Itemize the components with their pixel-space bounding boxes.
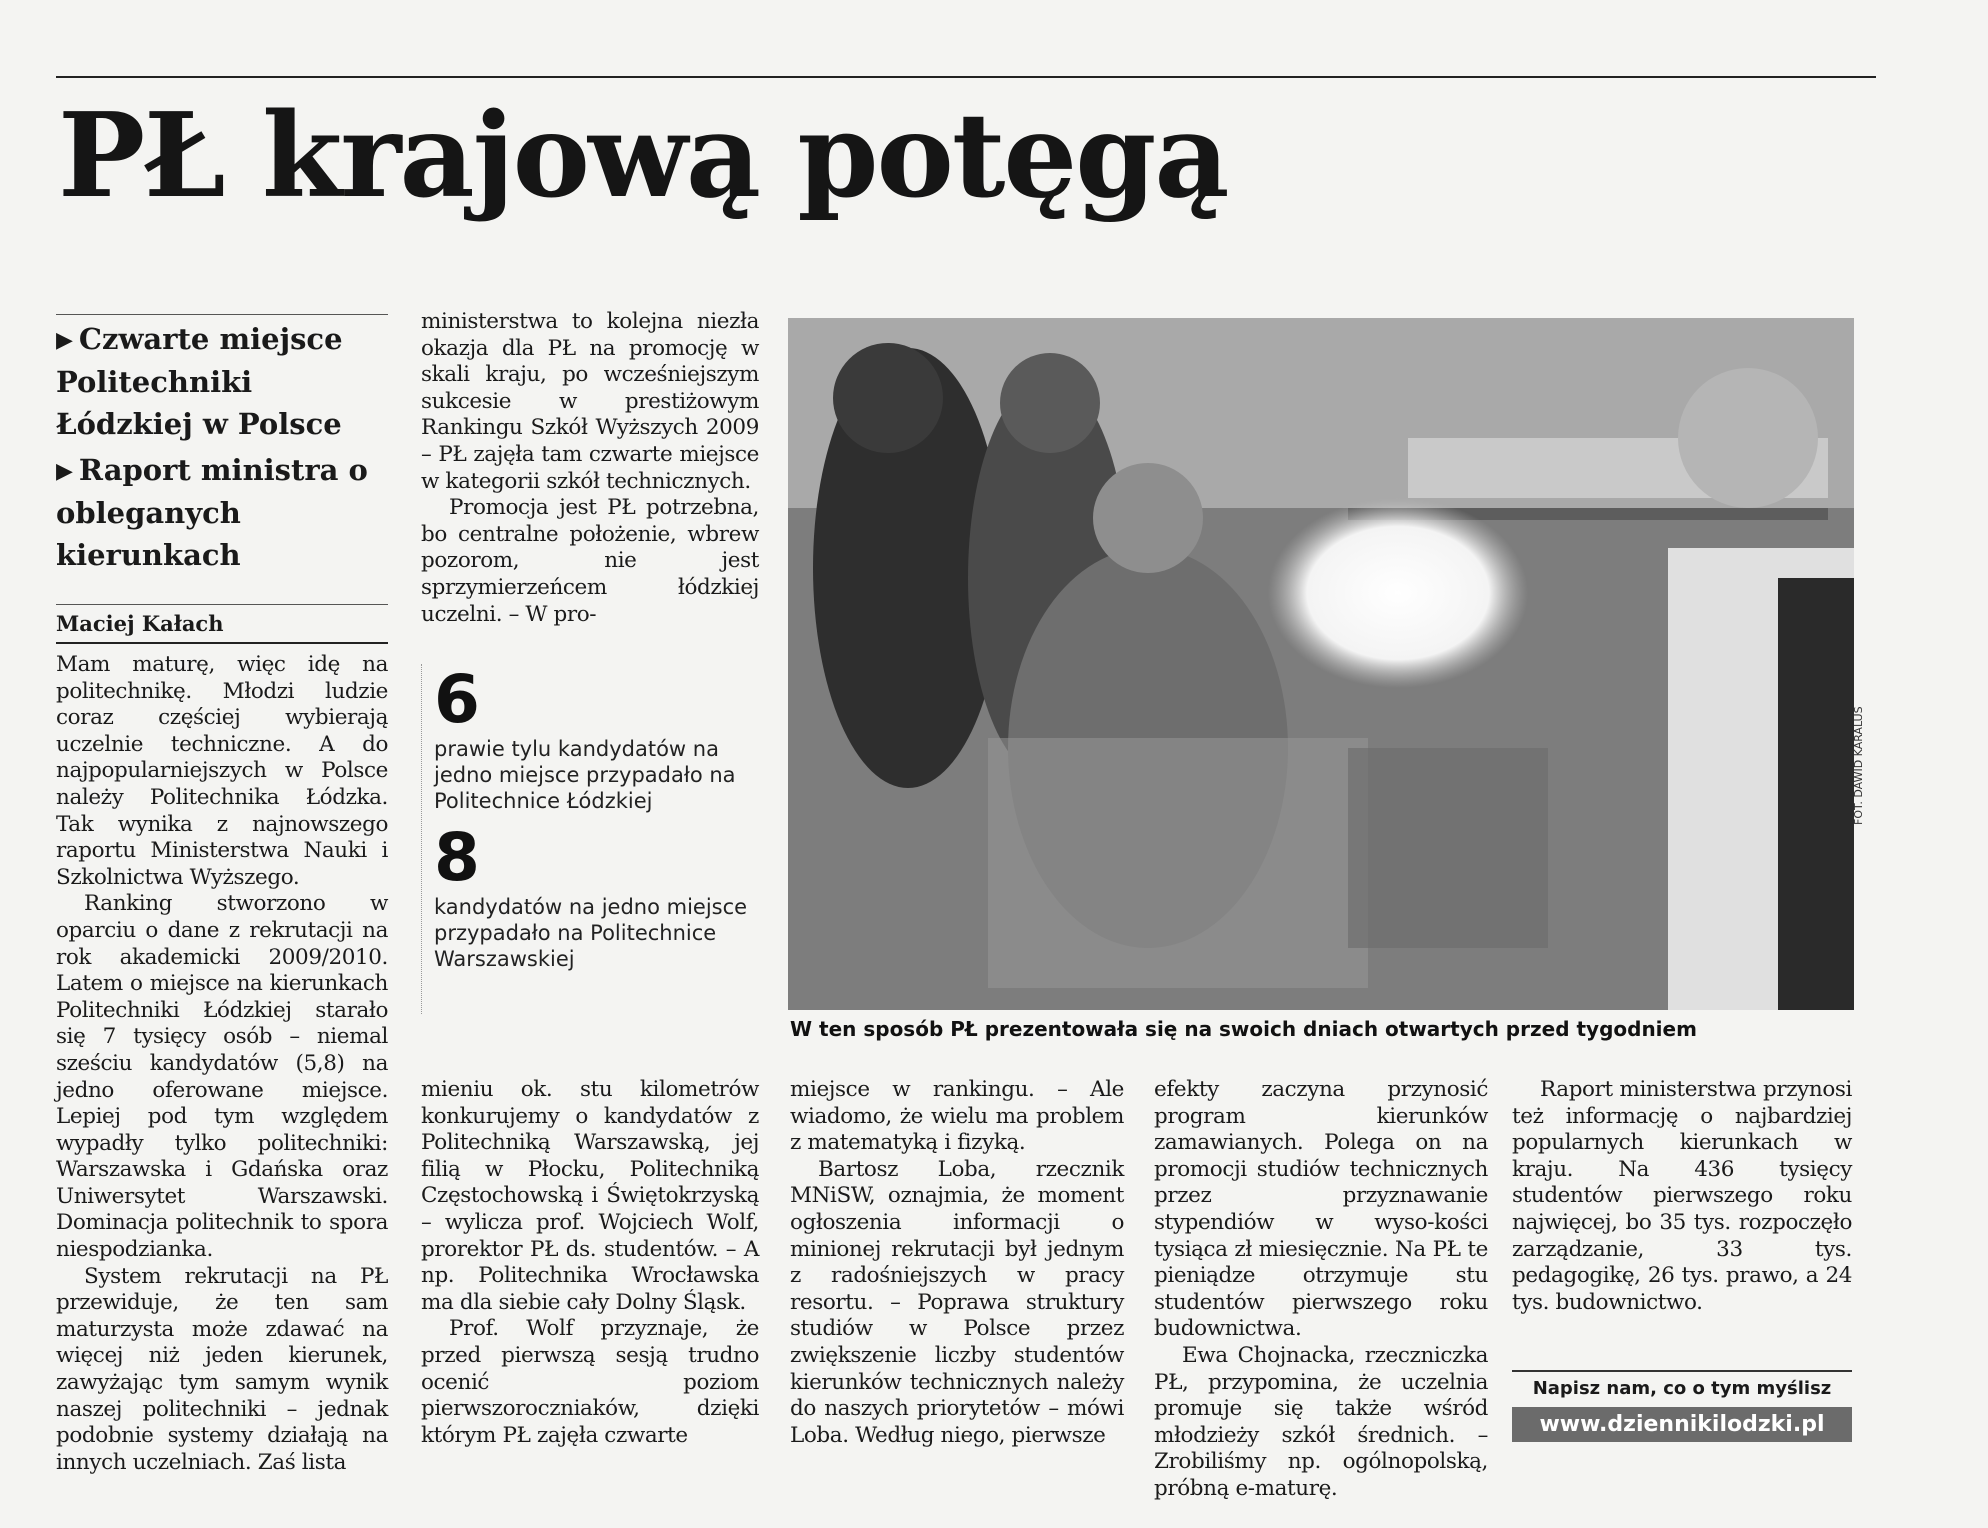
- stat-number: 8: [434, 819, 480, 896]
- lead-block: [56, 318, 388, 580]
- promo-text: Napisz nam, co o tym myślisz: [1512, 1370, 1852, 1399]
- column-2-top: ministerstwa to kolejna niezła okazja dla PŁ na promocję w skali kraju, po wcześniejszym sukcesie w prestiżowym Rankingu Szkół Wyższych 2009 – PŁ zajęła tam czwarte miejsce w kategorii szkół technicznych. Promocja jest PŁ potrzebna, bo centralne położenie, wbrew pozorom, nie jest sprzymierzeńcem łódzkiej uczelni. – W pro-: [421, 309, 759, 627]
- stat-text: kandydatów na jedno miejsce przypadało na Politechnice Warszawskiej: [434, 895, 748, 971]
- column-5: Raport ministerstwa przynosi też informację o najbardziej popularnych kierunkach w kraju. Na 436 tysięcy studentów pierwszego roku najwięcej, bo 35 tys. rozpoczęło zarządzanie, 33 tys. pedagogikę, 26 tys. prawo, a 24 tys. budownictwo.: [1512, 1077, 1852, 1315]
- photo-illustration: [788, 318, 1854, 1010]
- body-top-rule: [56, 642, 388, 644]
- column-3: miejsce w rankingu. – Ale wiadomo, że wielu ma problem z matematyką i fizyką. Bartosz Loba, rzecznik MNiSW, oznajmia, że moment ogłoszenia informacji o minionej rekrutacji był jednym z radośniejszych w pracy resortu. – Poprawa struktury studiów w Polsce przez zwiększenie liczby studentów kierunków technicznych należy do naszych priorytetów – mówi Loba. Według niego, pierwsze: [790, 1077, 1124, 1448]
- triangle-bullet-icon: ▶: [56, 327, 73, 353]
- column-2-bottom: mieniu ok. stu kilometrów konkurujemy o kandydatów z Politechniką Warszawską, jej filią w Płocku, Politechniką Częstochowską i Świętokrzyską – wylicza prof. Wojciech Wolf, prorektor PŁ ds. studentów. – A np. Politechnika Wrocławska ma dla siebie cały Dolny Śląsk. Prof. Wolf przyznaje, że przed pierwszą sesją trudno ocenić poziom pierwszoroczniaków, dzięki którym PŁ zajęła czwarte: [421, 1077, 759, 1448]
- photo-caption: W ten sposób PŁ prezentowała się na swoich dniach otwartych przed tygodniem: [790, 1017, 1697, 1041]
- column-1: Mam maturę, więc idę na politechnikę. Młodzi ludzie coraz częściej wybierają uczelnie techniczne. A do najpopularniejszych w Polsce należy Politechnika Łódzka. Tak wynika z najnowszego raportu Ministerstwa Nauki i Szkolnictwa Wyższego. Ranking stworzono w oparciu o dane z rekrutacji na rok akademicki 2009/2010. Latem o miejsce na kierunkach Politechniki Łódzkiej starało się 7 tysięcy osób – niemal sześciu kandydatów (5,8) na jedno oferowane miejsce. Lepiej pod tym względem wypadły tylko politechniki: Warszawska i Gdańska oraz Uniwersytet Warszawski. Dominacja politechnik to spora niespodzianka. System rekrutacji na PŁ przewiduje, że ten sam maturzysta może zdawać na więcej niż jeden kierunek, zawyżając tym samym wynik naszej politechniki – jednak podobnie systemy działają na innych uczelniach. Zaś lista: [56, 652, 388, 1475]
- website-link[interactable]: www.dziennikilodzki.pl: [1512, 1407, 1852, 1442]
- stat-text: prawie tylu kandydatów na jedno miejsce przypadało na Politechnice Łódzkiej: [434, 737, 736, 813]
- lead-item: ▶ Czwarte miejsce Politechniki Łódzkiej w Polsce: [56, 322, 343, 441]
- headline: PŁ krajową potęgą: [58, 88, 1228, 224]
- promo-box: [1512, 1370, 1852, 1442]
- author-byline: Maciej Kałach: [56, 611, 224, 636]
- photo-credit: FOT. DAWID KARALUS: [1852, 706, 1865, 825]
- column-4: efekty zaczyna przynosić program kierunków zamawianych. Polega on na promocji studiów technicznych przez przyznawanie stypendiów w wyso-kości tysiąca zł miesięcznie. Na PŁ te pieniądze otrzymuje stu studentów pierwszego roku budownictwa. Ewa Chojnacka, rzeczniczka PŁ, przypomina, że uczelnia promuje się także wśród młodzieży szkół średnich. – Zrobiliśmy np. ogólnopolską, próbną e-maturę.: [1154, 1077, 1488, 1501]
- lead-top-rule: [56, 314, 388, 315]
- stat-number: 6: [434, 661, 480, 738]
- byline-rule: [56, 604, 388, 605]
- stats-box: [421, 661, 772, 1014]
- article-photo: [788, 318, 1854, 1010]
- lead-item: ▶ Raport ministra o obleganych kierunkach: [56, 453, 368, 572]
- triangle-bullet-icon: ▶: [56, 458, 73, 484]
- top-rule: [56, 76, 1876, 78]
